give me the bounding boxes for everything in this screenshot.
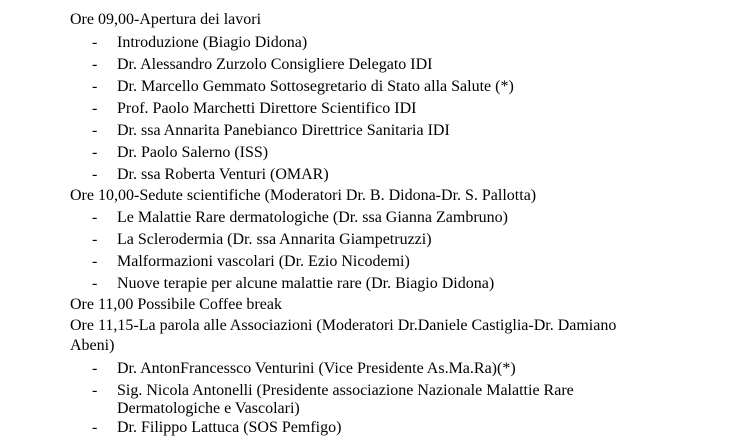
list-dash: - <box>92 166 98 183</box>
list-dash: - <box>92 100 98 117</box>
list-item: Sig. Nicola Antonelli (Presidente associazione Nazionale Malattie Rare <box>117 382 574 399</box>
list-dash: - <box>92 78 98 95</box>
list-item: Dr. ssa Annarita Panebianco Direttrice Sanitaria IDI <box>117 122 450 139</box>
list-item-cont: Dermatologiche e Vascolari) <box>117 400 300 417</box>
list-dash: - <box>92 231 98 248</box>
list-item: Dr. Marcello Gemmato Sottosegretario di Stato alla Salute (*) <box>117 78 514 95</box>
section-heading-associations-cont: Abeni) <box>70 337 115 354</box>
list-item: Dr. Alessandro Zurzolo Consigliere Delegato IDI <box>117 56 433 73</box>
list-item: Dr. AntonFrancessco Venturini (Vice Presidente As.Ma.Ra)(*) <box>117 360 516 377</box>
section-heading-scientific: Ore 10,00-Sedute scientifiche (Moderatori Dr. B. Didona-Dr. S. Pallotta) <box>70 187 537 204</box>
list-item: Prof. Paolo Marchetti Direttore Scientifico IDI <box>117 100 417 117</box>
list-dash: - <box>92 34 98 51</box>
list-item: Malformazioni vascolari (Dr. Ezio Nicodemi) <box>117 253 410 270</box>
section-heading-opening: Ore 09,00-Apertura dei lavori <box>70 11 262 28</box>
list-dash: - <box>92 382 98 399</box>
list-dash: - <box>92 275 98 292</box>
list-item: Introduzione (Biagio Didona) <box>117 34 308 51</box>
list-dash: - <box>92 56 98 73</box>
list-item: Dr. Filippo Lattuca (SOS Pemfigo) <box>117 419 342 436</box>
list-dash: - <box>92 209 98 226</box>
section-heading-coffee-break: Ore 11,00 Possibile Coffee break <box>70 296 282 313</box>
list-dash: - <box>92 253 98 270</box>
list-dash: - <box>92 122 98 139</box>
list-item: Dr. Paolo Salerno (ISS) <box>117 144 269 161</box>
list-dash: - <box>92 360 98 377</box>
list-dash: - <box>92 144 98 161</box>
list-dash: - <box>92 419 98 436</box>
list-item: Le Malattie Rare dermatologiche (Dr. ssa Gianna Zambruno) <box>117 209 508 226</box>
list-item: Nuove terapie per alcune malattie rare (Dr. Biagio Didona) <box>117 275 495 292</box>
list-item: La Sclerodermia (Dr. ssa Annarita Giampetruzzi) <box>117 231 432 248</box>
section-heading-associations: Ore 11,15-La parola alle Associazioni (Moderatori Dr.Daniele Castiglia-Dr. Damiano <box>70 317 617 334</box>
list-item: Dr. ssa Roberta Venturi (OMAR) <box>117 166 329 183</box>
